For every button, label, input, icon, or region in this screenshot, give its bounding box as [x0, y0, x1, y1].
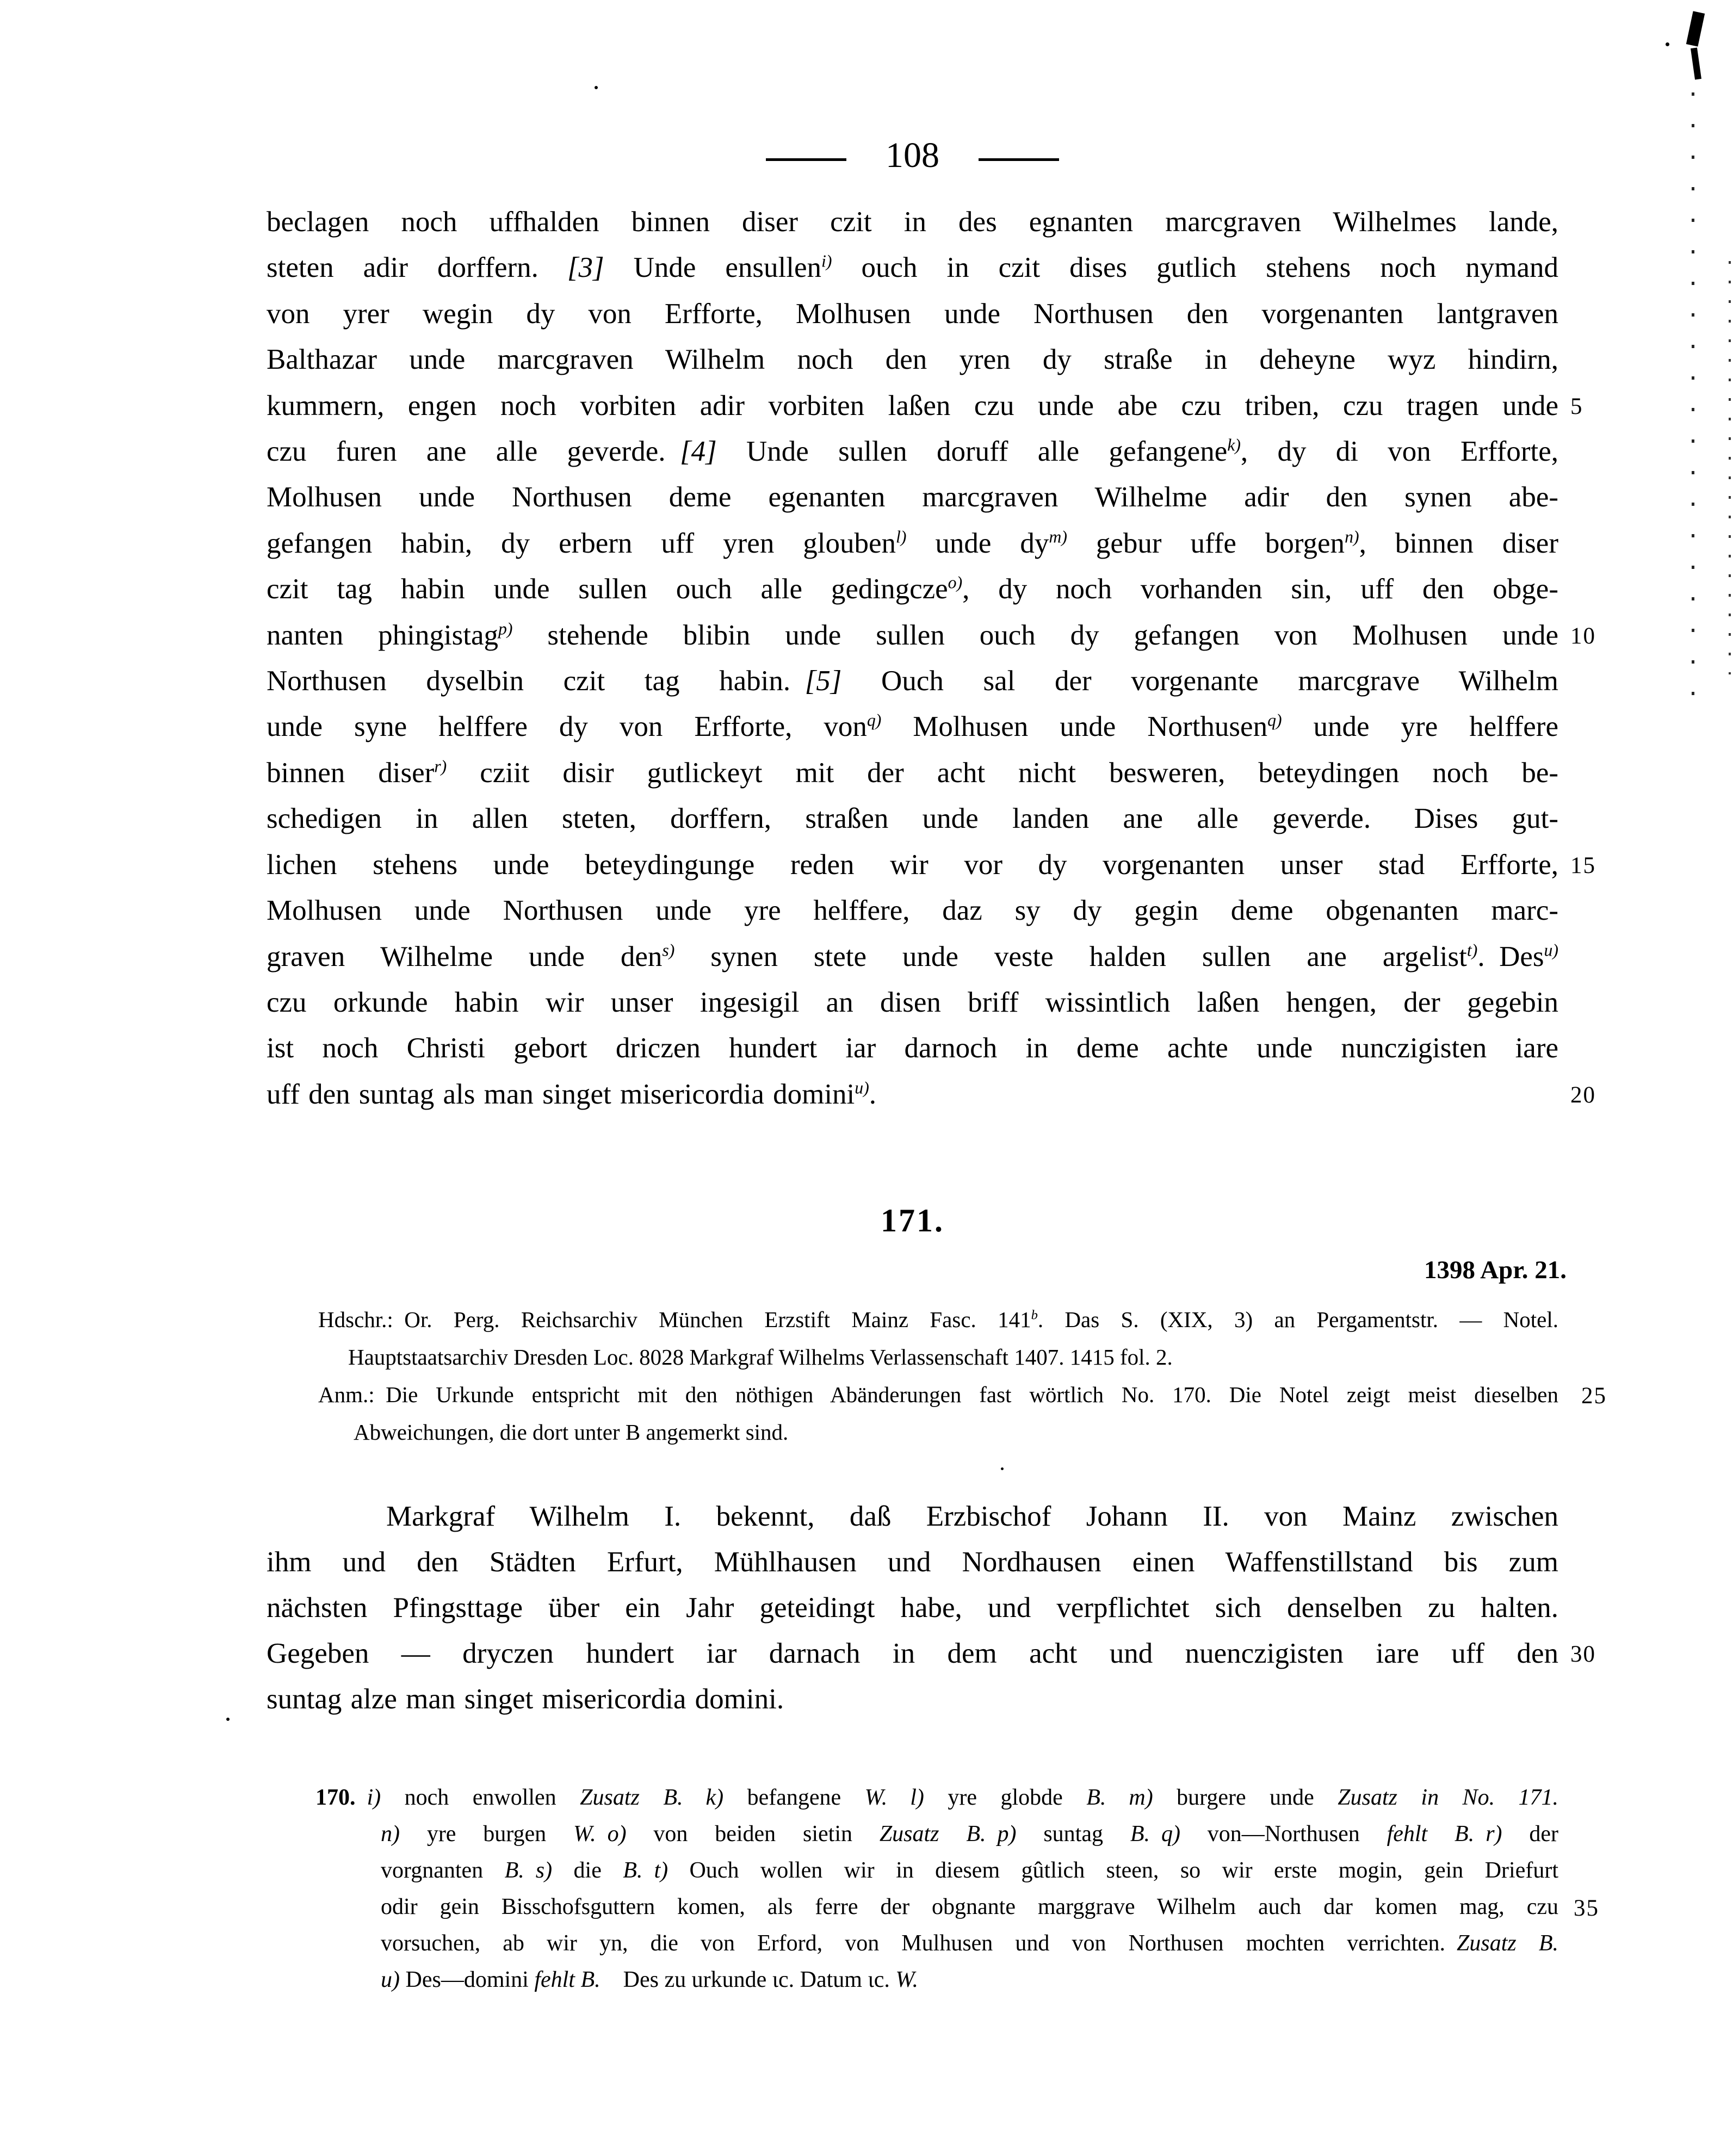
text-segment: 170.: [315, 1785, 367, 1810]
text-segment: unde syne helffere dy von Erfforte, von: [267, 711, 867, 743]
text-segment: czit tag habin unde sullen ouch alle gedingcze: [267, 573, 948, 605]
text-segment: Anm.: Die Urkunde entspricht mit den nöthigen Abänderungen fast wörtlich No. 170. Die Notel zeigt meist dieselben: [318, 1382, 1558, 1407]
text-line: [267, 383, 1583, 429]
text-segment: Unde ensullen: [604, 252, 822, 284]
text-line: [267, 750, 1558, 796]
text-segment: [1106, 1785, 1129, 1810]
text-segment: der: [1502, 1822, 1558, 1847]
scan-artifact: [1686, 11, 1705, 46]
footnote-marker: o): [948, 573, 963, 592]
text-line: [267, 337, 1558, 382]
text-line: [318, 1339, 1558, 1376]
text-segment: yre globde: [924, 1785, 1087, 1810]
entry-number-heading: 171.: [881, 1203, 944, 1238]
text-segment: suntag: [1016, 1822, 1130, 1847]
text-segment: [1150, 1822, 1161, 1847]
text-line: [267, 796, 1558, 841]
text-segment: unde dy: [906, 527, 1049, 559]
text-segment: Molhusen unde Northusen deme egenanten marcgraven Wilhelme adir den synen abe-: [267, 481, 1558, 513]
text-segment: o): [607, 1822, 627, 1847]
text-line: [315, 1962, 1558, 1998]
footnote-marker: i): [821, 251, 832, 271]
text-segment: [596, 1822, 608, 1847]
source-note-block: [318, 1301, 1607, 1451]
text-line: [267, 245, 1558, 290]
text-segment: , binnen diser: [1359, 527, 1558, 559]
text-segment: ist noch Christi gebort driczen hundert iar darnoch in deme achte unde nunczigisten iare: [267, 1032, 1558, 1064]
text-line: [267, 704, 1558, 749]
page-number: 108: [886, 135, 939, 175]
footnote-marker: p): [498, 619, 513, 638]
scan-artifact: [1666, 42, 1669, 46]
text-segment: [4]: [679, 436, 717, 468]
text-segment: . Das S. (XIX, 3) an Pergamentstr. — Notel.: [1037, 1307, 1558, 1332]
text-segment: Gegeben — dryczen hundert iar darnach in dem acht und nuenczigisten iare uff den: [267, 1638, 1558, 1669]
footnote-marker: m): [1049, 527, 1067, 547]
margin-line-number: 35: [1574, 1895, 1599, 1921]
text-segment: [5]: [804, 665, 842, 697]
header-rule-right-icon: [979, 158, 1059, 161]
text-line: [318, 1301, 1558, 1339]
margin-line-number: 30: [1570, 1641, 1596, 1667]
text-line: [315, 1925, 1558, 1962]
text-line: [267, 888, 1558, 933]
footnote-marker: r): [434, 757, 447, 776]
text-segment: Ouch sal der vorgenante marcgrave Wilhelm: [841, 665, 1558, 697]
text-segment: , dy noch vorhanden sin, uff den obge-: [962, 573, 1558, 605]
text-segment: Unde sullen doruff alle gefangene: [716, 436, 1228, 468]
charter-text-no-170: [267, 199, 1596, 1117]
text-segment: von yrer wegin dy von Erfforte, Molhusen unde Northusen den vorgenanten lantgraven: [267, 298, 1558, 330]
text-segment: B.: [1130, 1822, 1150, 1847]
text-segment: yre burgen: [400, 1822, 573, 1847]
text-segment: von beiden sietin: [626, 1822, 880, 1847]
text-segment: czu orkunde habin wir unser ingesigil an disen briff wissintlich laßen hengen, der gegebin: [267, 986, 1558, 1018]
text-segment: l): [910, 1785, 924, 1810]
footnote-marker: u): [1544, 940, 1559, 959]
margin-line-number: 20: [1570, 1082, 1596, 1108]
text-segment: Des zu urkunde ɩc. Datum ɩc.: [600, 1967, 896, 1992]
text-segment: Hauptstaatsarchiv Dresden Loc. 8028 Markgraf Wilhelms Verlassenschaft 1407. 1415 fol. 2.: [348, 1345, 1173, 1370]
text-segment: Ouch wollen wir in diesem gûtlich steen, so wir erste mogin, gein Driefurt: [668, 1858, 1558, 1883]
text-line: [267, 199, 1558, 245]
text-line: [267, 429, 1558, 474]
text-segment: uff den suntag als man singet misericordia domini: [267, 1078, 855, 1110]
scan-artifact: [595, 86, 598, 89]
text-segment: binnen diser: [267, 757, 435, 789]
text-line: [267, 1494, 1558, 1539]
text-segment: Markgraf Wilhelm I. bekennt, daß Erzbischof Johann II. von Mainz zwischen: [386, 1501, 1558, 1532]
footnote-marker: n): [1345, 527, 1359, 547]
text-segment: m): [1129, 1785, 1153, 1810]
header-rule-left-icon: [766, 158, 846, 161]
text-segment: Hdschr.: Or. Perg. Reichsarchiv München Erzstift Mainz Fasc. 141: [318, 1307, 1031, 1332]
margin-line-number: 5: [1570, 393, 1583, 419]
text-line: [267, 521, 1558, 566]
text-segment: befangene: [723, 1785, 865, 1810]
text-segment: gefangen habin, dy erbern uff yren glouben: [267, 527, 896, 559]
text-segment: unde yre helffere: [1282, 711, 1558, 743]
page-header: [267, 134, 1558, 177]
text-segment: Northusen dyselbin czit tag habin.: [267, 665, 805, 697]
text-segment: stehende blibin unde sullen ouch dy gefangen von Molhusen unde: [512, 619, 1558, 651]
text-segment: t): [654, 1858, 669, 1883]
text-line: [267, 1025, 1558, 1071]
text-segment: [3]: [567, 252, 604, 284]
text-segment: suntag alze man singet misericordia domini.: [267, 1683, 784, 1715]
text-line: [315, 1816, 1558, 1853]
text-segment: Zusatz in No. 171.: [1338, 1785, 1559, 1810]
text-segment: beclagen noch uffhalden binnen diser czit in des egnanten marcgraven Wilhelmes lande,: [267, 206, 1558, 238]
footnote-marker: s): [662, 940, 675, 959]
text-line: [318, 1414, 1558, 1451]
text-segment: Abweichungen, die dort unter B angemerkt sind.: [354, 1420, 789, 1445]
text-segment: schedigen in allen steten, dorffern, straßen unde landen ane alle geverde. Dises gut-: [267, 803, 1558, 835]
text-segment: W.: [895, 1967, 919, 1992]
text-segment: fehlt B.: [534, 1967, 601, 1992]
text-segment: W.: [864, 1785, 888, 1810]
text-line: [315, 1853, 1558, 1889]
text-segment: von—Northusen: [1180, 1822, 1387, 1847]
summary-regest-block: [267, 1494, 1596, 1722]
text-segment: Des—domini: [400, 1967, 535, 1992]
text-segment: . Des: [1477, 940, 1544, 972]
text-segment: kummern, engen noch vorbiten adir vorbiten laßen czu unde abe czu triben, czu tragen unde: [267, 389, 1558, 422]
text-segment: [1474, 1822, 1486, 1847]
text-segment: cziit disir gutlickeyt mit der acht nicht besweren, beteydingen noch be-: [447, 757, 1558, 789]
text-segment: [524, 1858, 536, 1883]
text-line: [267, 1676, 1558, 1722]
text-line: [267, 566, 1558, 612]
footnote-marker: b: [1031, 1308, 1038, 1323]
text-segment: i): [367, 1785, 381, 1810]
text-segment: vorgnanten: [381, 1858, 505, 1883]
text-segment: fehlt B.: [1387, 1822, 1475, 1847]
scan-artifact: [1691, 47, 1701, 79]
text-segment: die: [552, 1858, 623, 1883]
text-line: [267, 658, 1558, 704]
text-segment: r): [1486, 1822, 1502, 1847]
text-line: [267, 1539, 1558, 1585]
margin-line-number: 25: [1581, 1383, 1607, 1409]
text-segment: burgere unde: [1153, 1785, 1338, 1810]
text-segment: Zusatz B.: [879, 1822, 986, 1847]
footnote-marker: u): [855, 1078, 869, 1098]
text-line: [315, 1889, 1599, 1925]
text-segment: .: [869, 1078, 877, 1110]
text-segment: Balthazar unde marcgraven Wilhelm noch den yren dy straße in deheyne wyz hindirn,: [267, 344, 1558, 376]
text-segment: graven Wilhelme unde den: [267, 940, 663, 972]
text-line: [267, 1631, 1596, 1676]
text-segment: Zusatz B.: [580, 1785, 683, 1810]
text-segment: k): [705, 1785, 724, 1810]
scan-artifact: [226, 1718, 230, 1721]
text-line: [267, 1585, 1558, 1631]
footnote-marker: t): [1466, 940, 1478, 959]
text-line: [267, 980, 1558, 1025]
text-segment: odir gein Bisschofsguttern komen, als ferre der obgnante marggrave Wilhelm auch dar komen mag, czu: [381, 1894, 1558, 1919]
text-segment: lichen stehens unde beteydingunge reden wir vor dy vorgenanten unser stad Erfforte,: [267, 848, 1558, 881]
text-segment: B.: [623, 1858, 643, 1883]
text-segment: gebur uffe borgen: [1067, 527, 1345, 559]
text-line: [267, 612, 1596, 658]
text-segment: u): [381, 1967, 400, 1992]
text-segment: czu furen ane alle geverde.: [267, 436, 680, 468]
text-segment: s): [535, 1858, 553, 1883]
scan-artifact: [1001, 1467, 1004, 1470]
text-segment: B.: [504, 1858, 524, 1883]
margin-line-number: 10: [1570, 623, 1596, 649]
text-segment: Molhusen unde Northusen: [881, 711, 1268, 743]
text-segment: [642, 1858, 654, 1883]
text-segment: n): [381, 1822, 400, 1847]
text-line: [267, 291, 1558, 337]
text-segment: p): [997, 1822, 1017, 1847]
text-segment: q): [1161, 1822, 1180, 1847]
text-segment: noch enwollen: [381, 1785, 580, 1810]
text-segment: W.: [573, 1822, 596, 1847]
text-line: [318, 1376, 1607, 1414]
text-segment: B.: [1086, 1785, 1106, 1810]
text-segment: vorsuchen, ab wir yn, die von Erford, von Mulhusen und von Northusen mochten verrichten.: [381, 1931, 1457, 1956]
text-segment: steten adir dorffern.: [267, 252, 567, 284]
footnote-marker: q): [1267, 710, 1282, 730]
margin-line-number: 15: [1570, 852, 1596, 878]
text-segment: ihm und den Städten Erfurt, Mühlhausen und Nordhausen einen Waffenstillstand bis zum: [267, 1546, 1558, 1578]
entry-date: 1398 Apr. 21.: [1423, 1256, 1567, 1284]
text-segment: nanten phingistag: [267, 619, 498, 651]
text-line: [315, 1780, 1558, 1816]
scan-artifact: [1692, 92, 1694, 707]
text-line: [267, 842, 1596, 888]
footnote-marker: l): [896, 527, 907, 547]
text-segment: , dy di von Erfforte,: [1240, 436, 1558, 468]
scan-artifact: [1729, 261, 1731, 674]
text-segment: Zusatz B.: [1457, 1931, 1558, 1956]
text-line: [267, 474, 1558, 520]
text-segment: [683, 1785, 705, 1810]
text-segment: nächsten Pfingsttage über ein Jahr geteidingt habe, und verpflichtet sich denselben zu halten.: [267, 1592, 1558, 1624]
footnote-marker: k): [1227, 435, 1241, 455]
text-segment: [986, 1822, 998, 1847]
text-line: [267, 1071, 1596, 1117]
text-segment: [887, 1785, 910, 1810]
footnotes-block: [315, 1780, 1599, 1998]
text-segment: synen stete unde veste halden sullen ane argelist: [674, 940, 1467, 972]
text-segment: ouch in czit dises gutlich stehens noch nymand: [832, 252, 1558, 284]
text-segment: Molhusen unde Northusen unde yre helffere, daz sy dy gegin deme obgenanten marc-: [267, 895, 1558, 927]
footnote-marker: q): [866, 710, 882, 730]
text-line: [267, 934, 1558, 980]
